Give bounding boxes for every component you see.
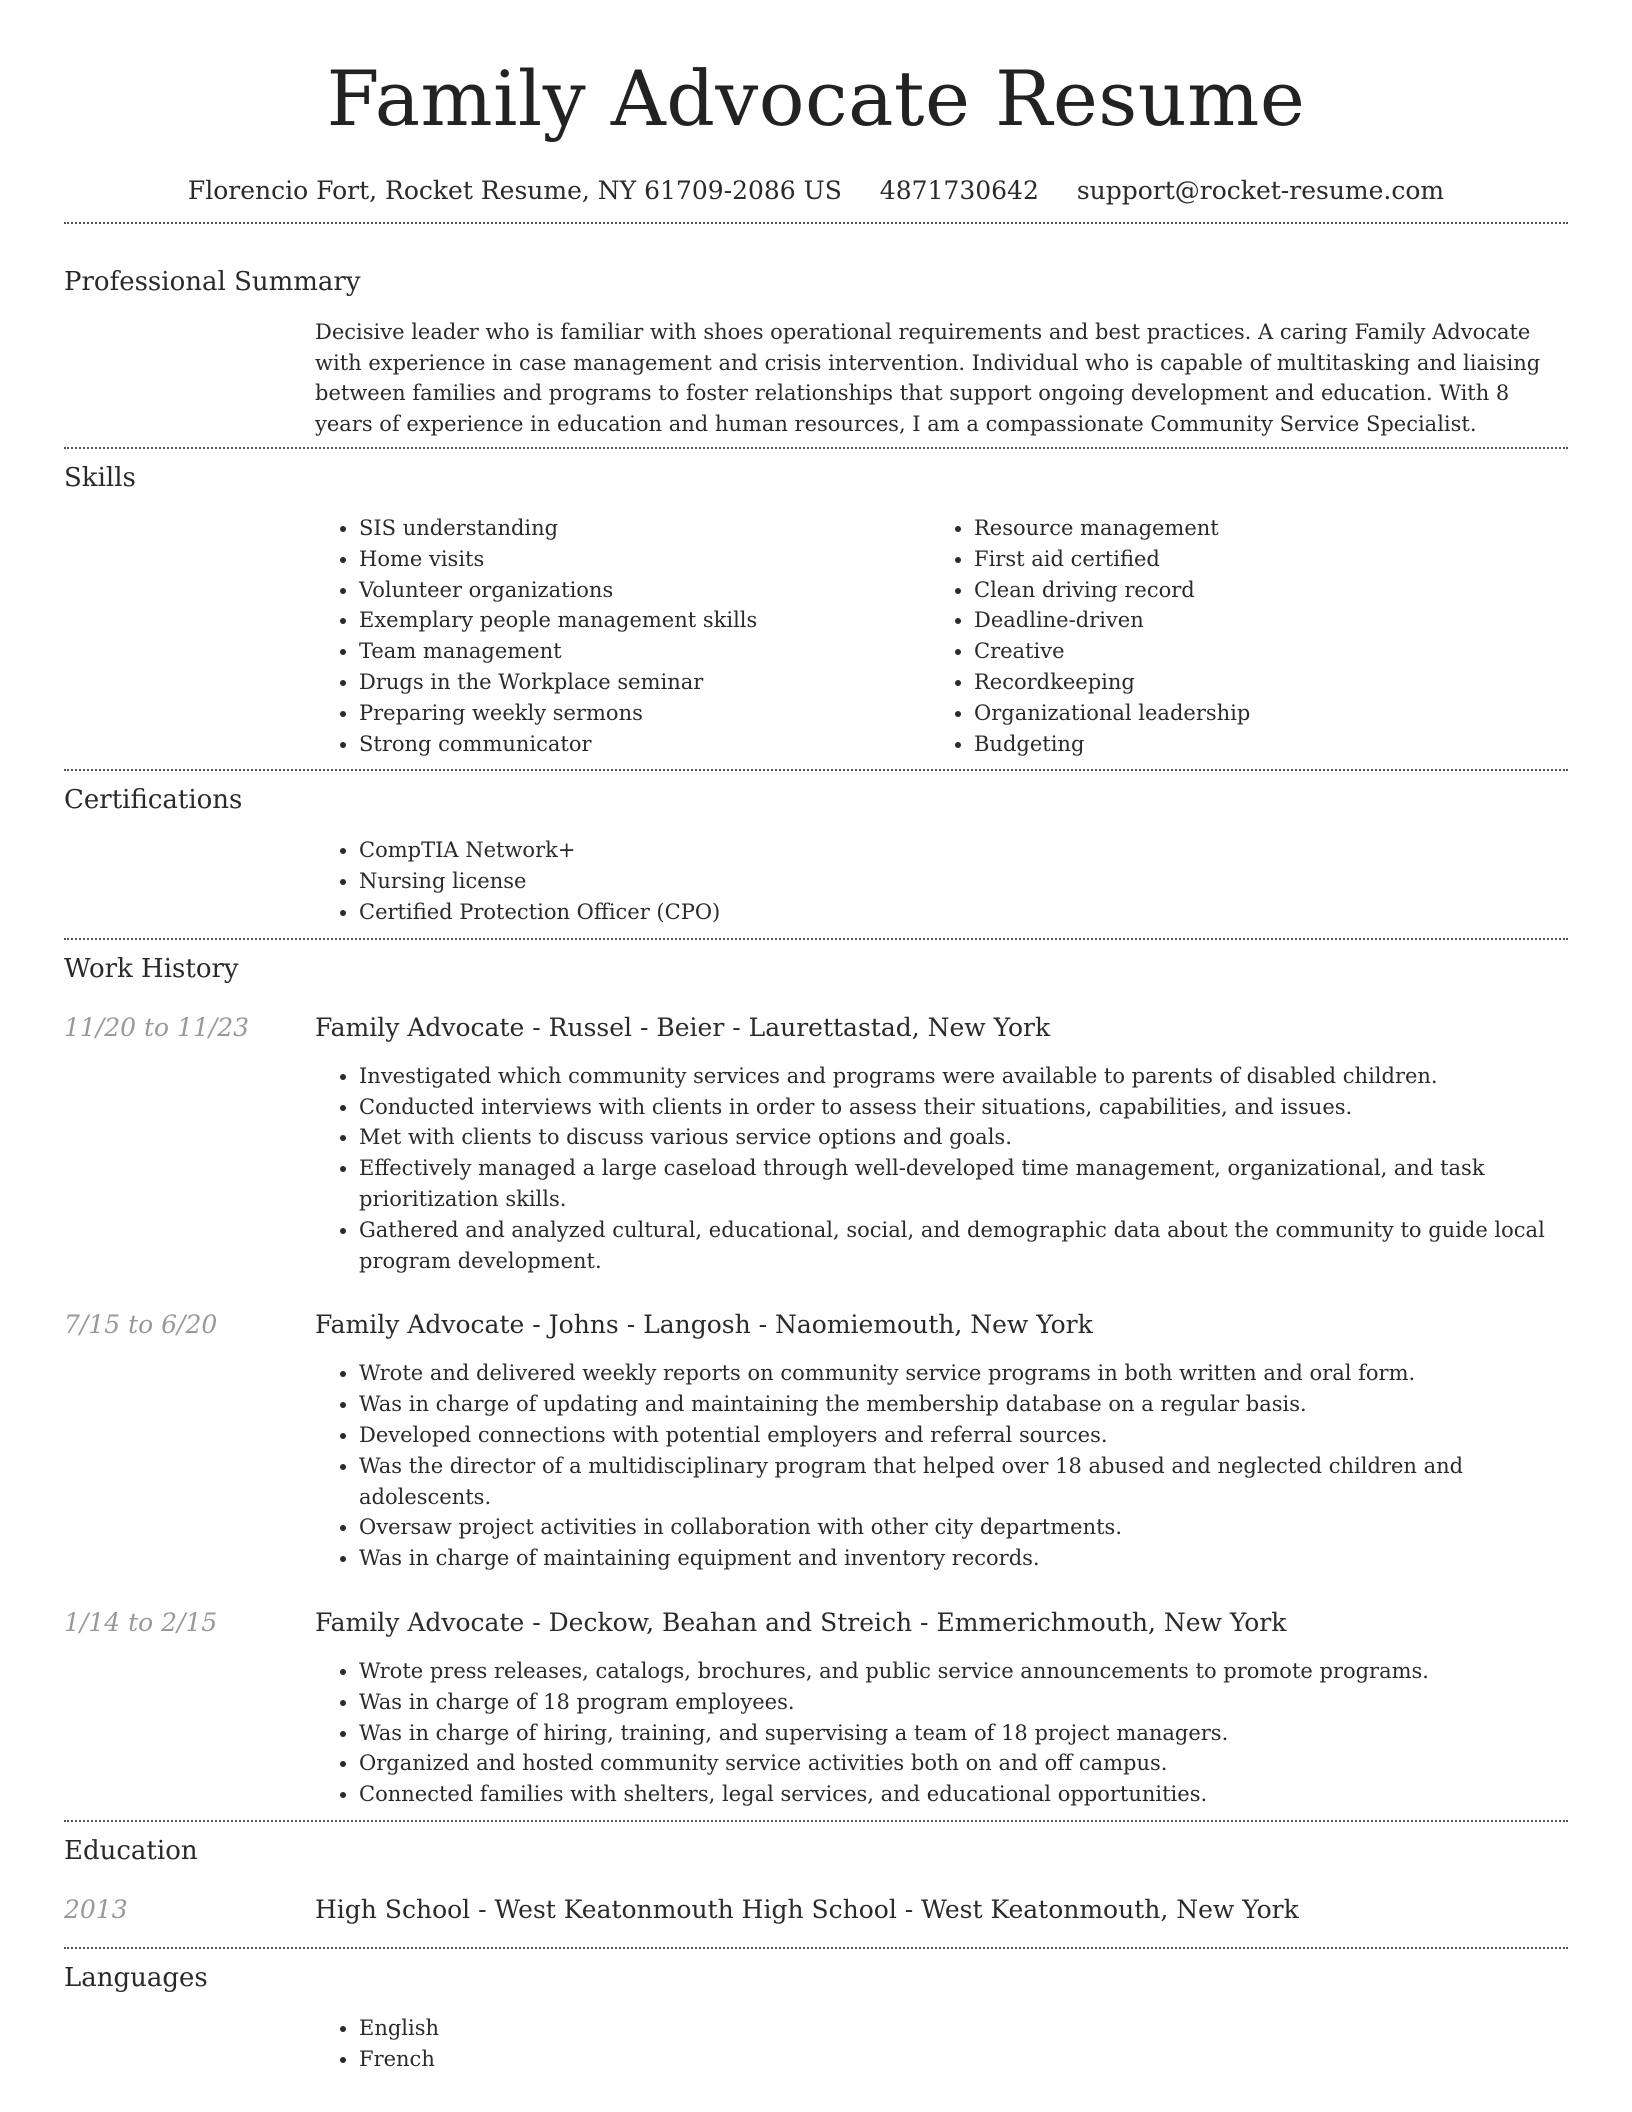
job-dates: 7/15 to 6/20: [64, 1310, 218, 1340]
languages-body: [315, 2013, 1568, 2075]
contact-line: [64, 174, 1568, 208]
skill-item: • Budgeting: [974, 729, 1545, 760]
job-bullet: • Oversaw project activities in collaboration with other city departments.: [359, 1512, 1568, 1543]
skill-item: • Deadline-driven: [974, 605, 1545, 636]
contact-address: Florencio Fort, Rocket Resume, NY 61709-2086 US: [187, 176, 842, 205]
job-bullet: • Connected families with shelters, legal services, and educational opportunities.: [359, 1779, 1568, 1810]
skill-item: • Exemplary people management skills: [359, 605, 930, 636]
job-bullet: • Gathered and analyzed cultural, educational, social, and demographic data about the community to guide local program development.: [359, 1215, 1568, 1277]
divider: [64, 1947, 1568, 1949]
resume-page: [64, 0, 1568, 2075]
job-bullet: • Met with clients to discuss various service options and goals.: [359, 1122, 1568, 1153]
job-entry: [64, 1308, 1568, 1574]
skill-item: • First aid certified: [974, 544, 1545, 575]
summary-text: Decisive leader who is familiar with shoes operational requirements and best practices. A caring Family Advocate with experience in case management and crisis intervention. Individual who is capable of multitasking and liaising between families and programs to foster relationships that support ongoing development and education. With 8 years of experience in education and human resources, I am a compassionate Community Service Specialist.: [315, 320, 1541, 436]
job-entry: [64, 1011, 1568, 1277]
job-bullet: • Was in charge of 18 program employees.: [359, 1687, 1568, 1718]
job-dates: 1/14 to 2/15: [64, 1607, 218, 1637]
job-bullet: • Developed connections with potential employers and referral sources.: [359, 1420, 1568, 1451]
job-bullet: • Investigated which community services and programs were available to parents of disabled children.: [359, 1061, 1568, 1092]
summary-body: [315, 317, 1568, 439]
divider: [64, 447, 1568, 449]
skill-item: • SIS understanding: [359, 513, 930, 544]
job-bullets: [315, 1656, 1568, 1810]
contact-email: support@rocket-resume.com: [1076, 176, 1445, 205]
section-heading-work-history: Work History: [64, 953, 239, 984]
job-bullet: • Was in charge of updating and maintaining the membership database on a regular basis.: [359, 1389, 1568, 1420]
skill-item: • Recordkeeping: [974, 667, 1545, 698]
skill-item: • Creative: [974, 636, 1545, 667]
divider: [64, 769, 1568, 771]
language-item: • French: [359, 2044, 1568, 2075]
skill-item: • Clean driving record: [974, 575, 1545, 606]
skill-item: • Preparing weekly sermons: [359, 698, 930, 729]
certification-item: • Nursing license: [359, 866, 1568, 897]
skill-item: • Drugs in the Workplace seminar: [359, 667, 930, 698]
divider: [64, 222, 1568, 224]
job-title: Family Advocate - Johns - Langosh - Naomiemouth, New York: [315, 1310, 1093, 1340]
language-item: • English: [359, 2013, 1568, 2044]
skills-body: [315, 513, 1568, 759]
job-title: Family Advocate - Russel - Beier - Laurettastad, New York: [315, 1012, 1051, 1042]
job-bullet: • Organized and hosted community service activities both on and off campus.: [359, 1748, 1568, 1779]
job-bullet: • Was the director of a multidisciplinary program that helped over 18 abused and neglected children and adolescents.: [359, 1451, 1568, 1513]
job-bullet: • Effectively managed a large caseload through well-developed time management, organizational, and task prioritization skills.: [359, 1153, 1568, 1215]
skills-column-left: [315, 513, 930, 759]
divider: [64, 1820, 1568, 1822]
job-bullet: • Was in charge of maintaining equipment and inventory records.: [359, 1543, 1568, 1574]
skill-item: • Team management: [359, 636, 930, 667]
education-title: High School - West Keatonmouth High School - West Keatonmouth, New York: [315, 1894, 1299, 1924]
education-year: 2013: [64, 1894, 128, 1924]
job-bullet: • Wrote press releases, catalogs, brochures, and public service announcements to promote programs.: [359, 1656, 1568, 1687]
certification-item: • Certified Protection Officer (CPO): [359, 897, 1568, 928]
job-bullets: [315, 1061, 1568, 1277]
resume-title: Family Advocate Resume: [326, 54, 1306, 143]
certifications-body: [315, 835, 1568, 927]
job-bullets: [315, 1358, 1568, 1574]
section-heading-certifications: Certifications: [64, 785, 243, 816]
job-title: Family Advocate - Deckow, Beahan and Streich - Emmerichmouth, New York: [315, 1607, 1287, 1637]
section-heading-skills: Skills: [64, 463, 136, 493]
skill-item: • Resource management: [974, 513, 1545, 544]
job-bullet: • Was in charge of hiring, training, and supervising a team of 18 project managers.: [359, 1718, 1568, 1749]
skill-item: • Organizational leadership: [974, 698, 1545, 729]
skills-column-right: [930, 513, 1545, 759]
skill-item: • Strong communicator: [359, 729, 930, 760]
job-entry: [64, 1606, 1568, 1810]
skill-item: • Home visits: [359, 544, 930, 575]
job-dates: 11/20 to 11/23: [64, 1012, 250, 1042]
section-heading-education: Education: [64, 1835, 198, 1866]
section-heading-languages: Languages: [64, 1962, 208, 1993]
divider: [64, 938, 1568, 940]
section-heading-summary: Professional Summary: [64, 267, 361, 297]
job-bullet: • Wrote and delivered weekly reports on community service programs in both written and oral form.: [359, 1358, 1568, 1389]
certification-item: • CompTIA Network+: [359, 835, 1568, 866]
contact-phone: 4871730642: [879, 176, 1039, 205]
education-entry: [64, 1893, 1568, 1927]
job-bullet: • Conducted interviews with clients in order to assess their situations, capabilities, and issues.: [359, 1092, 1568, 1123]
skill-item: • Volunteer organizations: [359, 575, 930, 606]
